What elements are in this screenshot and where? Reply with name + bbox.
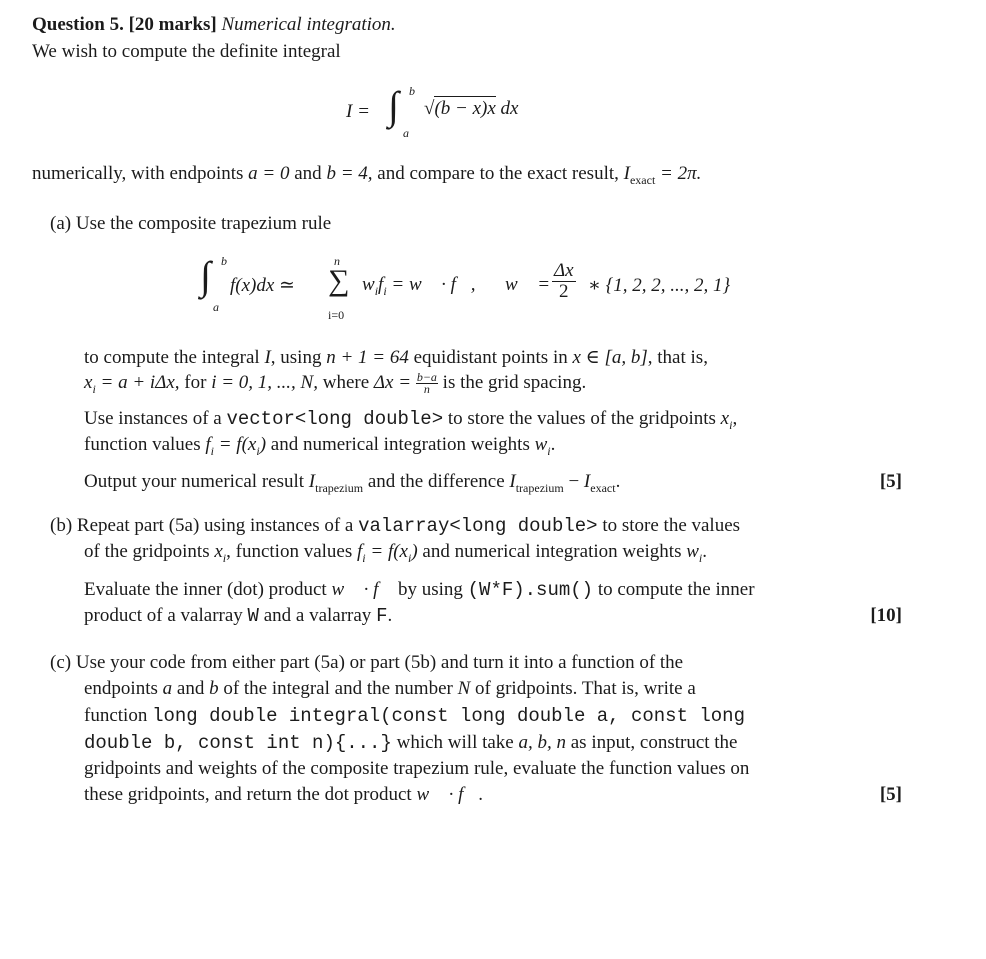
math-f: f xyxy=(357,541,363,562)
math-N: N xyxy=(457,678,471,699)
text: and a valarray xyxy=(263,605,372,626)
text: product of a valarray xyxy=(84,605,243,626)
endpoints-line xyxy=(32,163,701,188)
text: of gridpoints. That is, write a xyxy=(475,678,696,699)
math-sub: trapezium xyxy=(315,481,364,495)
part-c-line4 xyxy=(84,732,738,754)
term-w: w xyxy=(362,274,375,295)
text: Use your code from either part (5a) or part (5b) and turn it into a function of the xyxy=(75,652,684,673)
part-c-line5: gridpoints and weights of the composite trapezium rule, evaluate the function values on xyxy=(84,758,750,779)
text: , xyxy=(732,408,738,429)
math-w: w xyxy=(686,541,699,562)
text: where xyxy=(322,372,370,393)
question-header xyxy=(32,14,396,36)
part-b-line4 xyxy=(84,605,392,627)
trapezium-formula xyxy=(200,250,760,322)
endpoint-a: a = 0 xyxy=(248,163,290,184)
text: of the gridpoints xyxy=(84,541,210,562)
text: , that is, xyxy=(647,347,708,368)
text: of the integral and the number xyxy=(223,678,453,699)
code-signature: long double integral(const long double a, const long xyxy=(152,705,745,727)
endpoint-b: b = 4, xyxy=(326,163,373,184)
part-a-line1 xyxy=(84,346,708,369)
text: Output your numerical result xyxy=(84,471,305,492)
question-number: Question 5. xyxy=(32,14,124,35)
math-dot-product: w⃗ · f⃗ xyxy=(416,784,479,805)
math-paren: ) xyxy=(411,541,418,562)
exact-symbol: I xyxy=(623,163,630,184)
fraction-numerator: Δx xyxy=(554,260,574,281)
code-signature-end: double b, const int n){...} xyxy=(84,732,392,754)
text: Repeat part (5a) using instances of a xyxy=(76,515,354,536)
endpoints-prefix: numerically, with endpoints xyxy=(32,163,244,184)
part-a-line5 xyxy=(84,471,620,496)
exact-subscript: exact xyxy=(629,173,656,187)
part-a-heading-text: Use the composite trapezium rule xyxy=(75,213,332,234)
math-i: i = 0, 1, ..., N, xyxy=(211,372,318,393)
part-c-marks: [5] xyxy=(879,784,902,805)
frac-num: b−a xyxy=(416,370,437,385)
text: . xyxy=(478,784,483,805)
formula-w-vector: w⃗ = xyxy=(505,274,551,295)
question-marks: [20 marks] xyxy=(128,14,217,35)
formula-fraction xyxy=(552,261,576,302)
part-b-label: (b) xyxy=(50,515,73,536)
math-sub: i xyxy=(256,444,260,458)
question-intro: We wish to compute the definite integral xyxy=(32,41,341,62)
text: to store the values xyxy=(602,515,741,536)
math-a: a xyxy=(162,678,173,699)
code-F: F xyxy=(376,605,388,627)
sum-upper: n xyxy=(334,254,340,268)
part-a-marks: [5] xyxy=(879,471,902,492)
code-vector: vector<long double> xyxy=(226,408,444,430)
integrand: (b − x)x xyxy=(434,98,496,119)
integral-upper-limit: b xyxy=(409,84,415,98)
math-sub: i xyxy=(547,444,551,458)
term-w-sub: i xyxy=(374,284,379,298)
math-I: I xyxy=(264,347,271,368)
part-a-heading xyxy=(50,213,331,235)
part-b-marks: [10] xyxy=(870,605,902,626)
sum-lower: i=0 xyxy=(328,308,345,322)
code-valarray: valarray<long double> xyxy=(358,515,598,537)
sqrt-expression xyxy=(424,98,518,120)
integral-sign: ∫ xyxy=(388,83,399,128)
sqrt-icon: √ xyxy=(424,98,435,119)
integral-lhs: I = xyxy=(346,101,370,122)
part-c-label: (c) xyxy=(50,652,72,673)
math-sub: i xyxy=(222,551,227,565)
part-a-line3 xyxy=(84,408,737,433)
formula-terms xyxy=(362,274,476,299)
formula-integral-sign: ∫ xyxy=(200,253,211,298)
part-a-line2 xyxy=(84,372,586,397)
math-I: I xyxy=(509,471,516,492)
math-eq: = a + iΔx, xyxy=(100,372,180,393)
math-paren: ) xyxy=(259,434,267,455)
endpoints-and: and xyxy=(294,163,322,184)
frac-den: n xyxy=(423,382,430,397)
text: which will take xyxy=(396,732,514,753)
code-W: W xyxy=(247,605,259,627)
term-f: f xyxy=(378,274,384,295)
text: Evaluate the inner (dot) product xyxy=(84,579,327,600)
math-sub: i xyxy=(408,551,412,565)
text: . xyxy=(550,434,556,455)
question-topic: Numerical integration. xyxy=(221,14,396,35)
part-c-line2 xyxy=(84,678,696,700)
part-a-label: (a) xyxy=(50,213,72,234)
math-n: n + 1 = 64 xyxy=(326,347,409,368)
exact-value: = 2π. xyxy=(660,163,702,184)
math-dx: Δx = xyxy=(373,372,412,393)
part-b-line3 xyxy=(84,579,755,601)
math-vars: a, b, n xyxy=(518,732,566,753)
math-x: x xyxy=(84,372,93,393)
formula-dot-product: = w⃗ · f⃗, xyxy=(391,274,476,295)
text: to store the values of the gridpoints xyxy=(447,408,716,429)
math-dot-product: w⃗ · f⃗ xyxy=(331,579,394,600)
integral-dx: dx xyxy=(500,98,519,119)
math-sub: i xyxy=(92,382,96,396)
math-set: x ∈ [a, b] xyxy=(572,347,648,368)
math-x: x xyxy=(720,408,730,429)
text: and numerical integration weights xyxy=(270,434,530,455)
text: , function values xyxy=(226,541,353,562)
text: and numerical integration weights xyxy=(422,541,682,562)
formula-weights: ∗ {1, 2, 2, ..., 2, 1} xyxy=(588,275,731,296)
text: these gridpoints, and return the dot product xyxy=(84,784,412,805)
part-b-line1 xyxy=(50,515,740,537)
math-sub: i xyxy=(362,551,366,565)
math-sub: exact xyxy=(590,481,616,495)
text: function xyxy=(84,705,148,726)
math-I: I xyxy=(583,471,591,492)
text: . xyxy=(615,471,621,492)
math-minus: − xyxy=(568,471,580,492)
math-b: b xyxy=(209,678,219,699)
math-f: f xyxy=(205,434,211,455)
part-a-line4 xyxy=(84,434,555,459)
text: to compute the inner xyxy=(597,579,755,600)
grid-spacing-fraction xyxy=(416,372,438,395)
text: is the grid spacing. xyxy=(442,372,587,393)
part-c-line3 xyxy=(84,705,745,727)
text: as input, construct the xyxy=(570,732,738,753)
text: . xyxy=(387,605,393,626)
math-eq: = f(x xyxy=(370,541,408,562)
text: equidistant points in xyxy=(413,347,568,368)
main-integral-equation xyxy=(346,84,566,144)
integral-lower-limit: a xyxy=(403,126,409,140)
endpoints-middle: and compare to the exact result, xyxy=(377,163,619,184)
text: to compute the integral xyxy=(84,347,260,368)
sum-icon: ∑ xyxy=(328,264,350,297)
text: Use instances of a xyxy=(84,408,222,429)
term-f-sub: i xyxy=(383,284,387,298)
text: for xyxy=(184,372,207,393)
text: . xyxy=(702,541,708,562)
text: function values xyxy=(84,434,201,455)
text: endpoints xyxy=(84,678,158,699)
math-w: w xyxy=(534,434,548,455)
math-sub: i xyxy=(698,551,703,565)
part-c-line6 xyxy=(84,784,483,806)
formula-lower-limit: a xyxy=(213,300,219,314)
part-c-line1 xyxy=(50,652,683,674)
fraction-denominator: 2 xyxy=(559,281,569,302)
code-sum: (W*F).sum() xyxy=(467,579,594,601)
math-eq: = f(x xyxy=(218,434,257,455)
text: and xyxy=(176,678,205,699)
math-sub: i xyxy=(210,444,214,458)
text: and the difference xyxy=(367,471,505,492)
math-I: I xyxy=(308,471,316,492)
formula-upper-limit: b xyxy=(221,254,227,268)
part-b-line2 xyxy=(84,541,707,566)
formula-integrand: f(x)dx ≃ xyxy=(230,275,295,296)
text: , using xyxy=(270,347,322,368)
math-sub: trapezium xyxy=(515,481,564,495)
math-sub: i xyxy=(729,418,733,432)
text: by using xyxy=(397,579,463,600)
math-x: x xyxy=(214,541,223,562)
